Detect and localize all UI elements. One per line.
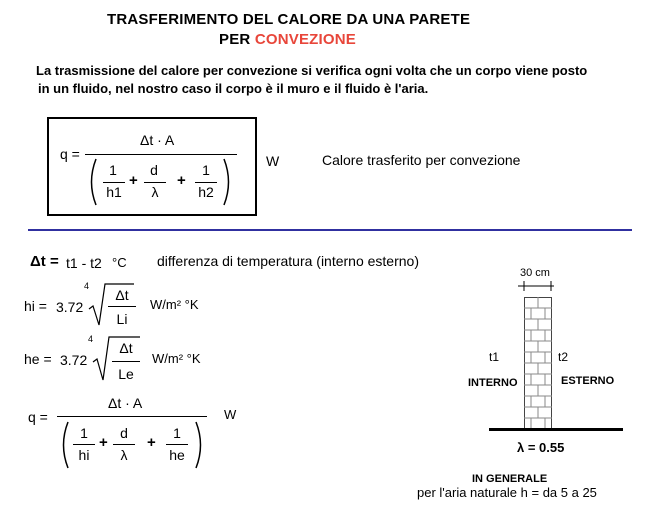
q2-term3-num: 1 (173, 425, 181, 441)
box-term3-den: h2 (198, 184, 214, 200)
air-coefficient-note: per l'aria naturale h = da 5 a 25 (417, 485, 597, 500)
box-main-fraction-bar (85, 154, 237, 155)
hi-label: hi = (24, 298, 47, 314)
hi-root-index: 4 (84, 281, 90, 291)
q2-term1-bar (73, 444, 95, 445)
q2-numerator: Δt · A (108, 395, 143, 411)
hi-denominator: Li (116, 311, 128, 327)
he-denominator: Le (118, 366, 134, 382)
box-numerator: Δt · A (140, 132, 175, 148)
q2-left-paren (58, 421, 70, 469)
hi-fraction-bar (108, 306, 136, 307)
q2-term1-den: hi (78, 447, 90, 463)
box-term2-num: d (150, 162, 158, 178)
q2-main-fraction-bar (57, 416, 207, 417)
he-label: he = (24, 351, 52, 367)
box-term1-bar (103, 182, 125, 183)
brick-wall (524, 297, 552, 429)
general-label: IN GENERALE (472, 473, 548, 485)
wall-t2-label: t2 (558, 350, 569, 364)
ground-line (489, 428, 623, 431)
q2-term3-bar (166, 444, 188, 445)
box-term1-den: h1 (106, 184, 122, 200)
q2-term2-bar (113, 444, 135, 445)
page-title: TRASFERIMENTO DEL CALORE DA UNA PARETE (107, 11, 471, 28)
q2-term2-den: λ (120, 447, 128, 463)
box-unit: W (266, 153, 280, 169)
hi-numerator: Δt (115, 287, 129, 303)
q2-plus-1: + (99, 434, 108, 451)
box-term2-bar (144, 182, 166, 183)
he-unit: W/m² °K (152, 351, 201, 366)
q2-plus-2: + (147, 434, 156, 451)
wall-outside-label: ESTERNO (561, 375, 615, 387)
wall-inside-label: INTERNO (468, 377, 518, 389)
intro-line-2: in un fluido, nel nostro caso il corpo è il muro e il fluido è l'aria. (38, 81, 429, 96)
subtitle-per: PER (219, 31, 251, 48)
q2-label: q = (28, 409, 48, 425)
he-coefficient: 3.72 (60, 352, 88, 368)
wall-t1-label: t1 (489, 350, 500, 364)
box-left-paren (86, 158, 98, 206)
section-divider (28, 229, 632, 231)
q2-term2-num: d (120, 425, 128, 441)
box-right-paren (222, 158, 234, 206)
delta-t-description: differenza di temperatura (interno esterno) (157, 253, 419, 269)
box-q-label: q = (60, 146, 80, 162)
box-term2-den: λ (151, 184, 159, 200)
wall-thickness-dimension (516, 280, 556, 292)
delta-t-expr: t1 - t2 (66, 255, 102, 271)
delta-t-unit: °C (112, 255, 127, 270)
box-term1-num: 1 (109, 162, 117, 178)
he-fraction-bar (112, 361, 140, 362)
wall-lambda-value: λ = 0.55 (517, 440, 565, 455)
he-numerator: Δt (119, 340, 133, 356)
box-term3-num: 1 (202, 162, 210, 178)
q2-unit: W (224, 407, 237, 422)
q2-term3-den: he (169, 447, 185, 463)
q2-term1-num: 1 (80, 425, 88, 441)
box-caption: Calore trasferito per convezione (322, 152, 521, 168)
box-plus-1: + (129, 172, 138, 189)
he-root-index: 4 (88, 334, 94, 344)
hi-unit: W/m² °K (150, 297, 199, 312)
intro-line-1: La trasmissione del calore per convezione si verifica ogni volta che un corpo viene posto (36, 63, 588, 78)
box-term3-bar (195, 182, 217, 183)
hi-coefficient: 3.72 (56, 299, 84, 315)
box-plus-2: + (177, 172, 186, 189)
page-subtitle (219, 31, 356, 48)
wall-thickness-label: 30 cm (520, 267, 550, 279)
delta-t-label: Δt = (30, 253, 59, 270)
q2-right-paren (194, 421, 206, 469)
subtitle-highlight: CONVEZIONE (254, 31, 357, 48)
